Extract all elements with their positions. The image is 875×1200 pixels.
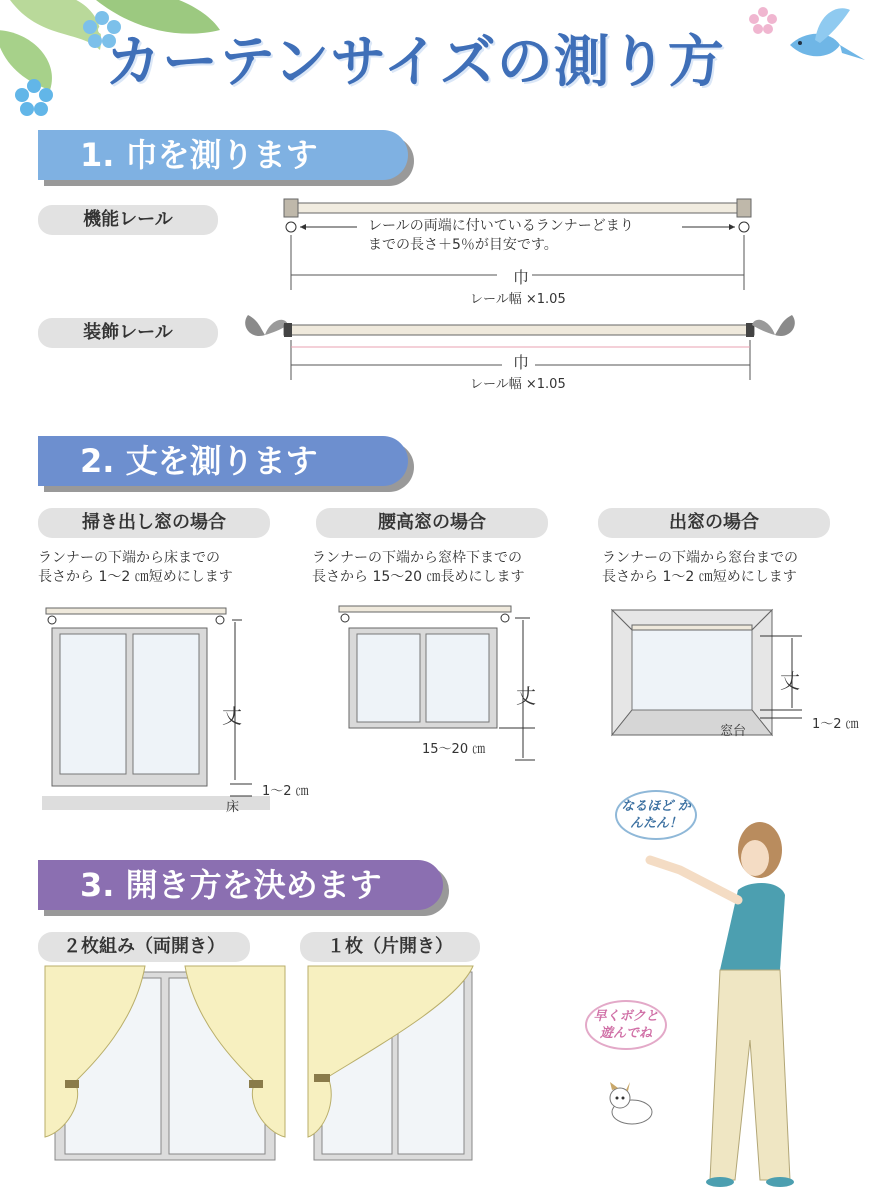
- window-desc-line2: 長さから 1～2 ㎝短めにします: [38, 569, 233, 585]
- section-1-title: 1. 巾を測ります: [80, 136, 318, 174]
- decorative-formula: レール幅 ×1.05: [470, 377, 566, 392]
- window-desc-line2: 長さから 1～2 ㎝短めにします: [602, 569, 797, 585]
- length-char: 丈: [516, 684, 536, 708]
- functional-width-char: 巾: [513, 268, 530, 287]
- window-desc: [312, 549, 525, 587]
- section-2-heading: [38, 436, 408, 486]
- functional-rail-note: [368, 217, 634, 255]
- double-curtain-illustration: [45, 962, 285, 1162]
- woman-speech-bubble: なるほど かんたん！: [615, 790, 697, 840]
- opening-type-label: ２枚組み（両開き）: [38, 932, 250, 962]
- flower-icon: [14, 78, 54, 118]
- window-desc-line1: ランナーの下端から窓枠下までの: [312, 550, 522, 566]
- woman-illustration: [640, 820, 840, 1190]
- window-desc: [38, 549, 233, 587]
- decorative-rail-label: 装飾レール: [38, 318, 218, 348]
- note-line-1: レールの両端に付いているランナーどまり: [368, 218, 634, 234]
- opening-type-label: １枚（片開き）: [300, 932, 480, 962]
- window-desc-line1: ランナーの下端から窓台までの: [602, 550, 798, 566]
- section-3-heading: [38, 860, 443, 910]
- functional-formula: レール幅 ×1.05: [470, 292, 566, 307]
- floor-label: 床: [226, 800, 240, 815]
- page-title: カーテンサイズの測り方: [105, 30, 725, 95]
- window-type-label: 出窓の場合: [598, 508, 830, 538]
- window-desc-line1: ランナーの下端から床までの: [38, 550, 220, 566]
- gap-label: 1～2 ㎝: [262, 784, 309, 799]
- window-sill-label: 窓台: [720, 724, 747, 739]
- section-1-heading: [38, 130, 408, 180]
- window-desc-line2: 長さから 15～20 ㎝長めにします: [312, 569, 525, 585]
- note-line-2: までの長さ＋5％が目安です。: [368, 237, 558, 253]
- gap-label: 1～2 ㎝: [812, 717, 859, 732]
- length-char: 丈: [780, 669, 800, 693]
- length-char: 丈: [222, 704, 242, 728]
- gap-label: 15～20 ㎝: [422, 742, 486, 757]
- decorative-width-char: 巾: [513, 353, 530, 372]
- single-curtain-illustration: [308, 962, 478, 1162]
- window-type-label: 腰高窓の場合: [316, 508, 548, 538]
- section-3-title: 3. 開き方を決めます: [80, 866, 382, 904]
- window-desc: [602, 549, 798, 587]
- dog-speech-bubble: 早くボクと 遊んでね: [585, 1000, 667, 1050]
- functional-rail-label: 機能レール: [38, 205, 218, 235]
- dog-illustration: [602, 1080, 662, 1130]
- section-2-title: 2. 丈を測ります: [80, 442, 318, 480]
- window-type-label: 掃き出し窓の場合: [38, 508, 270, 538]
